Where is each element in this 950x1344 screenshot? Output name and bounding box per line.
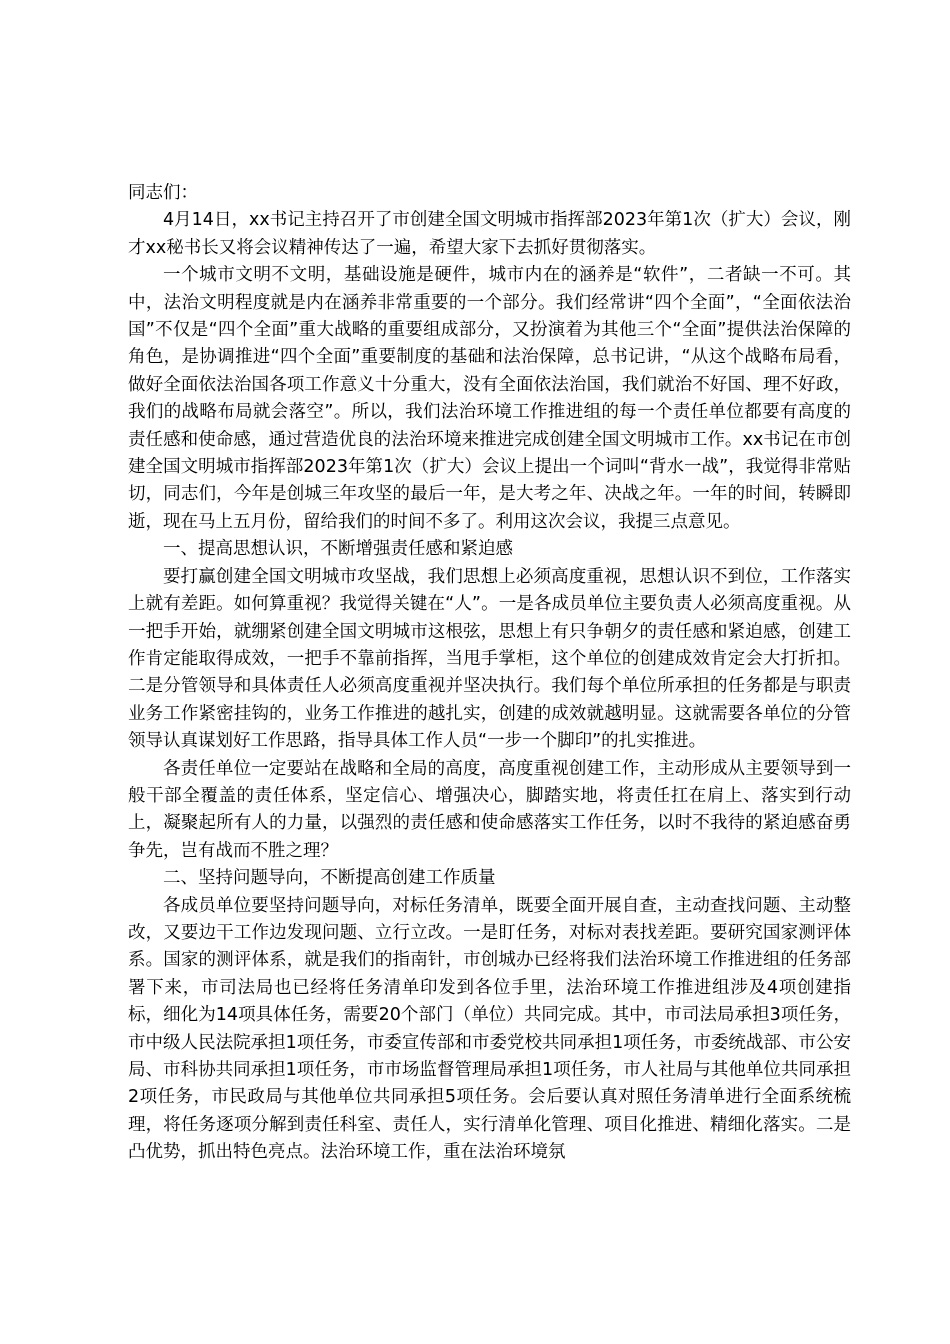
section-heading-2: 二、坚持问题导向，不断提高创建工作质量 [163, 868, 496, 889]
salutation: 同志们： [128, 183, 198, 203]
document-body [128, 180, 851, 1167]
paragraph-section-2-a: 各成员单位要坚持问题导向，对标任务清单，既要全面开展自查，主动查找问题、主动整改，又要边干工作边发现问题、立行立改。一是盯任务，对标对表找差距。要研究国家测评体系。国家的测评体系，就是我们的指南针，市创城办已经将我们法治环境工作推进组的任务部署下来，市司法局也已经将任务清单印发到各位手里，法治环境工作推进组涉及4项创建指标，细化为14项具体任务，需要20个部门（单位）共同完成。其中，市司法局承担3项任务，市中级人民法院承担1项任务，市委宣传部和市委党校共同承担1项任务，市委统战部、市公安局、市科协共同承担1项任务，市市场监督管理局承担1项任务，市人社局与其他单位共同承担2项任务，市民政局与其他单位共同承担5项任务。会后要认真对照任务清单进行全面系统梳理，将任务逐项分解到责任科室、责任人，实行清单化管理、项目化推进、精细化落实。二是凸优势，抓出特色亮点。法治环境工作，重在法治环境氛 [128, 895, 851, 1163]
paragraph-section-1-b: 各责任单位一定要站在战略和全局的高度，高度重视创建工作，主动形成从主要领导到一般干部全覆盖的责任体系，坚定信心、增强决心，脚踏实地，将责任扛在肩上、落实到行动上，凝聚起所有人的力量，以强烈的责任感和使命感落实工作任务，以时不我待的紧迫感奋勇争先，岂有战而不胜之理？ [128, 758, 851, 861]
paragraph-background: 一个城市文明不文明，基础设施是硬件，城市内在的涵养是“软件”，二者缺一不可。其中，法治文明程度就是内在涵养非常重要的一个部分。我们经常讲“四个全面”，“全面依法治国”不仅是“四个全面”重大战略的重要组成部分，又扮演着为其他三个“全面”提供法治保障的角色，是协调推进“四个全面”重要制度的基础和法治保障，总书记讲，“从这个战略布局看，做好全面依法治国各项工作意义十分重大，没有全面依法治国，我们就治不好国、理不好政，我们的战略布局就会落空”。所以，我们法治环境工作推进组的每一个责任单位都要有高度的责任感和使命感，通过营造优良的法治环境来推进完成创建全国文明城市工作。xx书记在市创建全国文明城市指挥部2023年第1次（扩大）会议上提出一个词叫“背水一战”，我觉得非常贴切，同志们，今年是创城三年攻坚的最后一年，是大考之年、决战之年。一年的时间，转瞬即逝，现在马上五月份，留给我们的时间不多了。利用这次会议，我提三点意见。 [128, 265, 851, 532]
section-heading-1: 一、提高思想认识，不断增强责任感和紧迫感 [163, 539, 513, 560]
paragraph-section-1-a: 要打赢创建全国文明城市攻坚战，我们思想上必须高度重视，思想认识不到位，工作落实上就有差距。如何算重视？我觉得关键在“人”。一是各成员单位主要负责人必须高度重视。从一把手开始，就绷紧创建全国文明城市这根弦，思想上有只争朝夕的责任感和紧迫感，创建工作肯定能取得成效，一把手不靠前指挥，当甩手掌柜，这个单位的创建成效肯定会大打折扣。二是分管领导和具体责任人必须高度重视并坚决执行。我们每个单位所承担的任务都是与职责业务工作紧密挂钩的，业务工作推进的越扎实，创建的成效就越明显。这就需要各单位的分管领导认真谋划好工作思路，指导具体工作人员“一步一个脚印”的扎实推进。 [128, 566, 851, 752]
paragraph-opening: 4月14日，xx书记主持召开了市创建全国文明城市指挥部2023年第1次（扩大）会议，刚才xx秘书长又将会议精神传达了一遍，希望大家下去抓好贯彻落实。 [128, 210, 851, 258]
